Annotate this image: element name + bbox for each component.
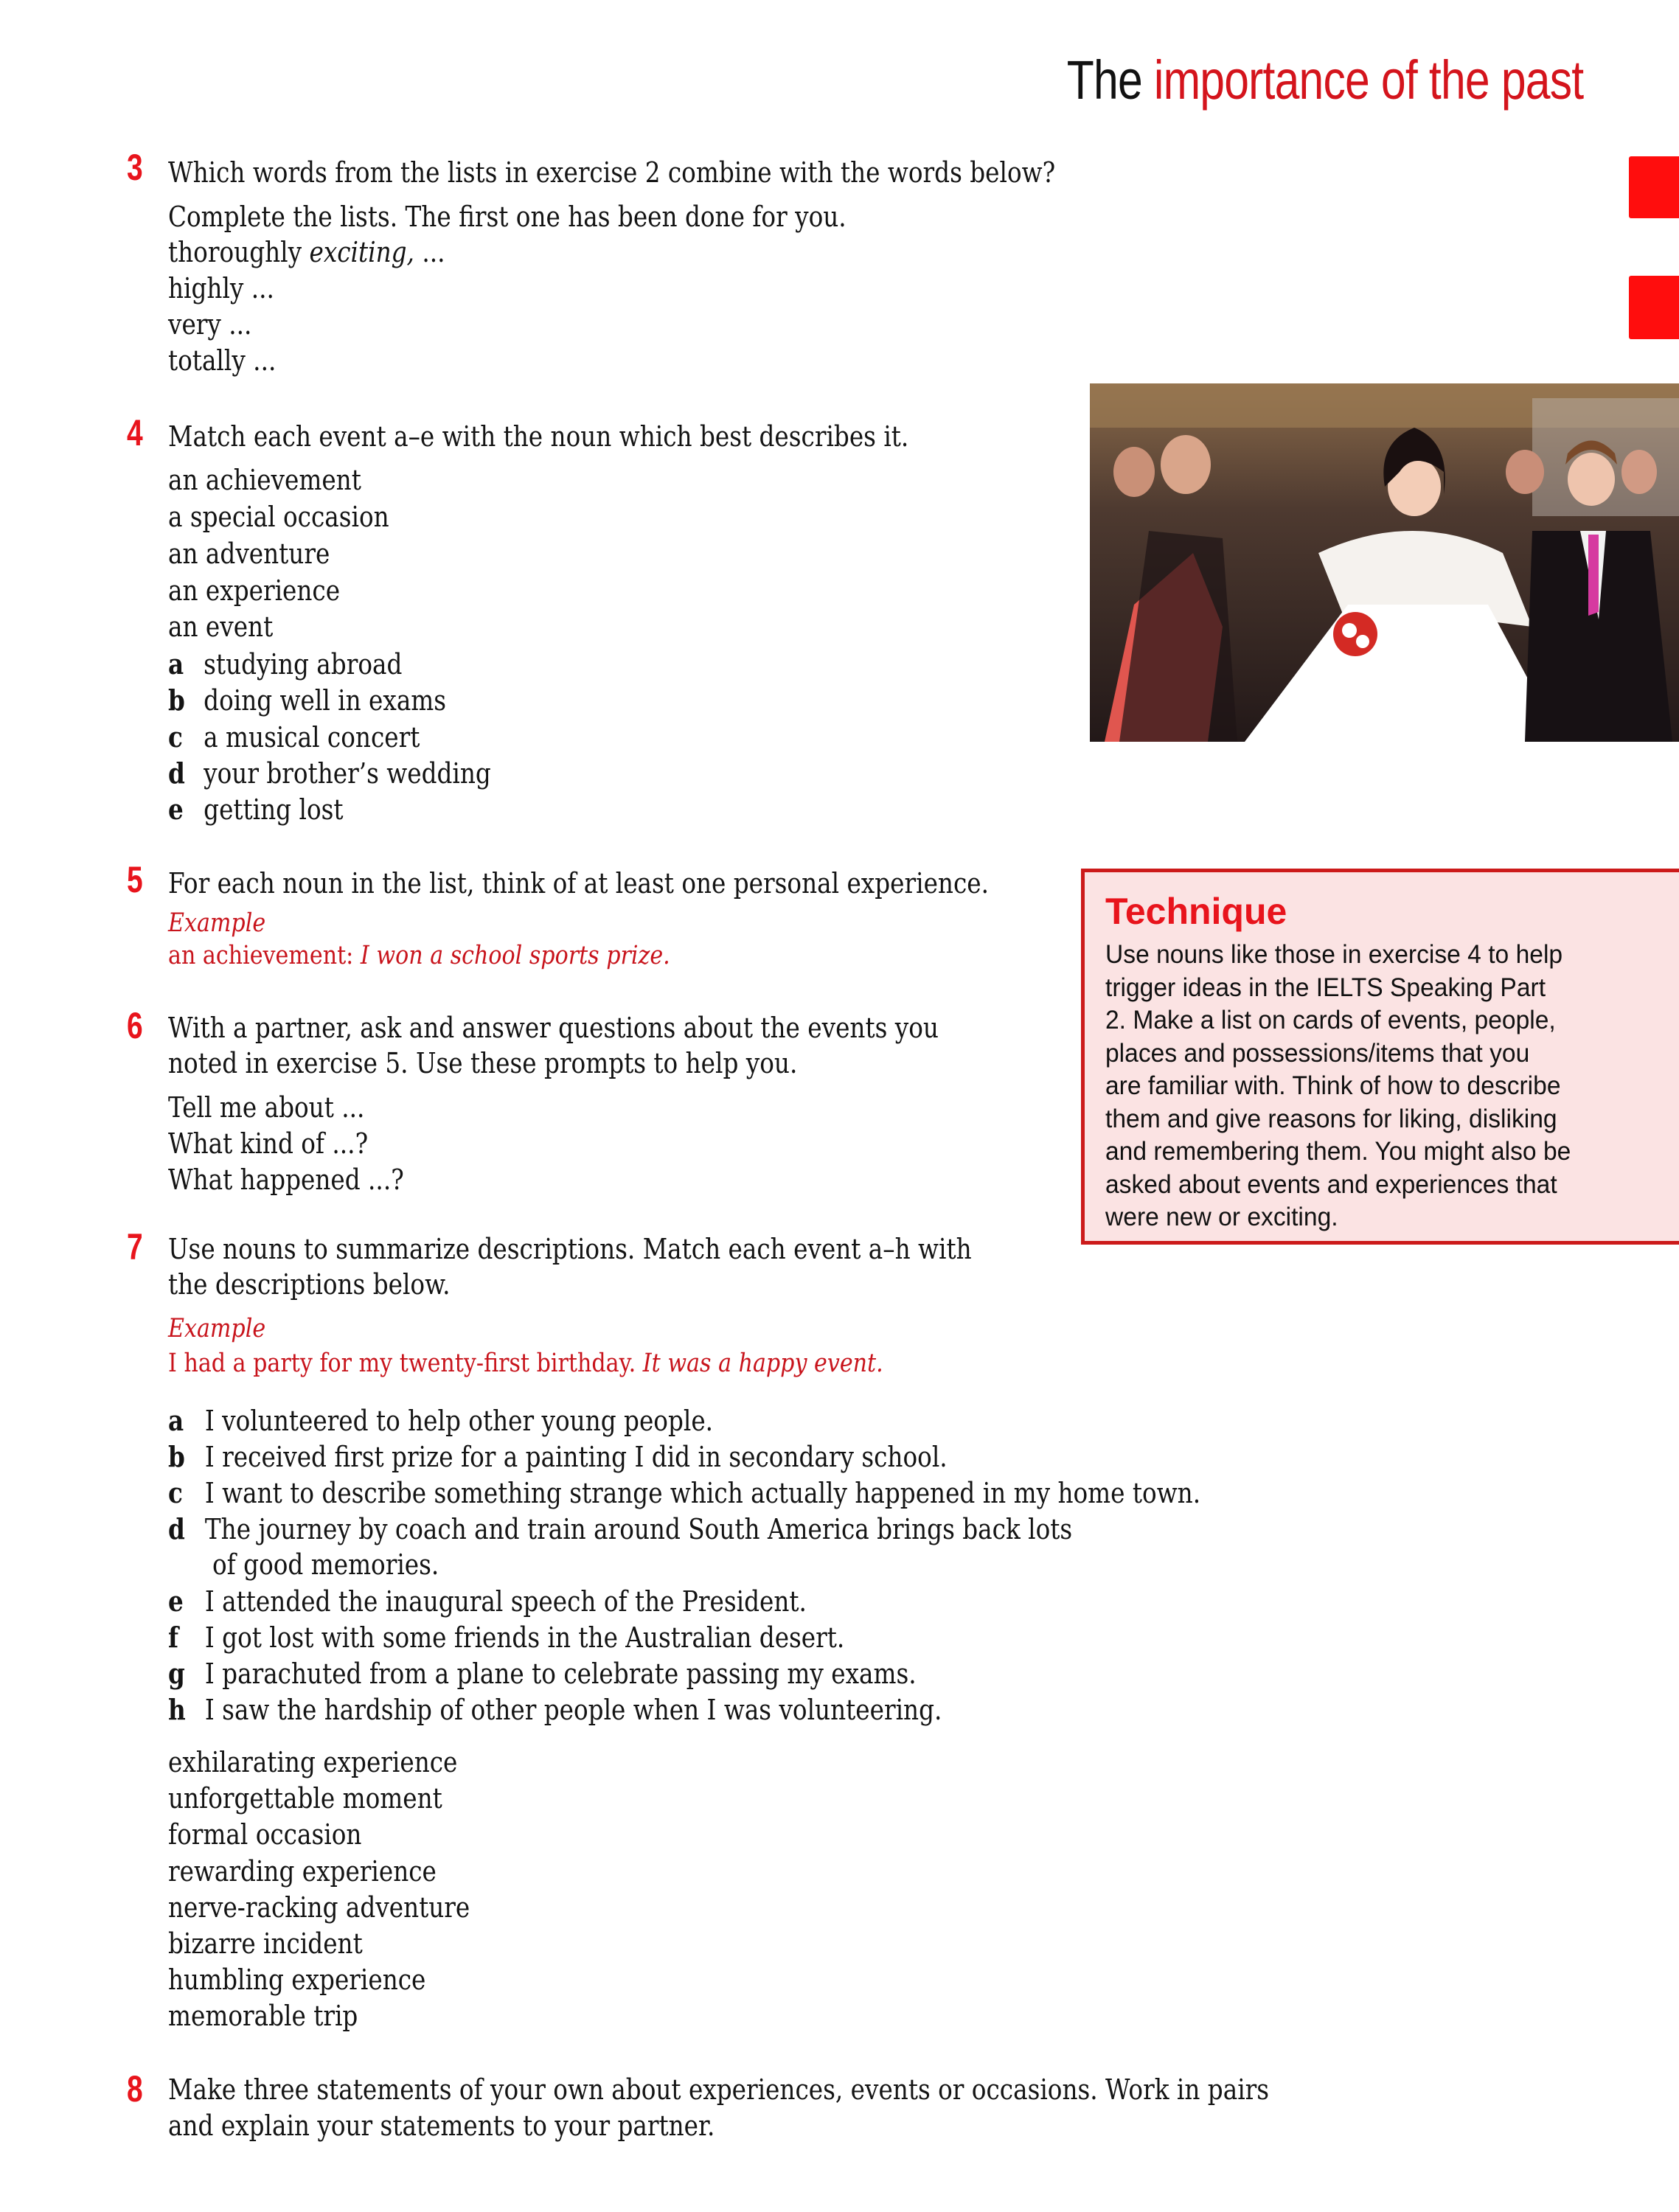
item-text: I volunteered to help other young people. xyxy=(204,1405,714,1437)
list-item: highly ... xyxy=(168,272,274,305)
exercise-instruction: Which words from the lists in exercise 2 combine with the words below? xyxy=(168,156,1056,189)
technique-line: were new or exciting. xyxy=(1105,1203,1338,1231)
noun-item: an achievement xyxy=(168,464,361,496)
event-item xyxy=(168,719,420,756)
technique-line: are familiar with. Think of how to describe xyxy=(1105,1071,1561,1100)
technique-line: and remembering them. You might also be xyxy=(1105,1137,1571,1166)
exercise-number: 4 xyxy=(127,412,143,453)
item-text: I got lost with some friends in the Australian desert. xyxy=(204,1621,845,1654)
example-text xyxy=(168,938,670,974)
prompt-item: Tell me about ... xyxy=(168,1091,365,1124)
item-letter: d xyxy=(168,757,185,790)
technique-body xyxy=(1105,939,1650,1234)
item-text: I received first prize for a painting I did in secondary school. xyxy=(204,1441,948,1473)
item-text: getting lost xyxy=(204,793,344,826)
item-text: I saw the hardship of other people when I was volunteering. xyxy=(204,1694,942,1726)
page-title-prefix: The xyxy=(1066,49,1142,111)
prompt-item: What kind of ...? xyxy=(168,1127,369,1160)
event-item xyxy=(168,1511,1072,1548)
exercise-number: 5 xyxy=(127,859,143,900)
item-letter: d xyxy=(168,1512,185,1545)
item-letter: c xyxy=(168,720,183,754)
item-text: I parachuted from a plane to celebrate passing my exams. xyxy=(204,1658,917,1690)
exercise-instruction: Complete the lists. The first one has been done for you. xyxy=(168,201,847,233)
event-item xyxy=(168,791,344,828)
example-label: Example xyxy=(168,1314,266,1343)
event-item xyxy=(168,1439,948,1475)
event-item xyxy=(168,1655,917,1692)
item-text: studying abroad xyxy=(204,648,403,681)
word: thoroughly xyxy=(168,236,302,268)
list-item xyxy=(168,234,445,271)
description-item: rewarding experience xyxy=(168,1855,437,1888)
event-item xyxy=(168,755,491,792)
item-letter: a xyxy=(168,1404,184,1437)
event-item xyxy=(168,1619,844,1656)
technique-line: places and possessions/items that you xyxy=(1105,1038,1530,1068)
item-letter: f xyxy=(168,1621,179,1654)
example-prefix: an achievement: xyxy=(168,941,354,970)
technique-box xyxy=(1081,869,1679,1245)
example-prefix: I had a party for my twenty-first birthday. xyxy=(168,1349,636,1378)
side-tab-marker xyxy=(1629,276,1679,339)
example-word: exciting, xyxy=(309,236,414,268)
technique-line: them and give reasons for liking, disliking xyxy=(1105,1104,1557,1133)
exercise-instruction: Use nouns to summarize descriptions. Match each event a–h with xyxy=(168,1233,972,1265)
exercise-instruction: For each noun in the list, think of at least one personal experience. xyxy=(168,867,989,900)
item-text: I want to describe something strange which actually happened in my home town. xyxy=(204,1477,1201,1509)
exercise-instruction: noted in exercise 5. Use these prompts to help you. xyxy=(168,1047,798,1079)
description-item: formal occasion xyxy=(168,1818,362,1851)
description-item: unforgettable moment xyxy=(168,1782,442,1815)
event-item xyxy=(168,646,402,683)
item-text: doing well in exams xyxy=(204,684,447,717)
exercise-number: 8 xyxy=(127,2068,143,2110)
description-item: humbling experience xyxy=(168,1964,426,1996)
item-letter: b xyxy=(168,1440,185,1473)
item-letter: h xyxy=(168,1693,186,1726)
item-letter: a xyxy=(168,647,184,681)
event-item xyxy=(168,1475,1200,1512)
noun-item: an adventure xyxy=(168,538,330,570)
example-text xyxy=(168,1346,883,1382)
item-text: I attended the inaugural speech of the President. xyxy=(204,1585,807,1618)
item-letter: e xyxy=(168,793,184,826)
item-letter: b xyxy=(168,684,185,717)
example-label: Example xyxy=(168,908,266,938)
event-item xyxy=(168,1402,713,1439)
description-item: bizarre incident xyxy=(168,1927,363,1960)
description-item: exhilarating experience xyxy=(168,1746,458,1778)
noun-item: an event xyxy=(168,611,274,643)
item-text: The journey by coach and train around South America brings back lots xyxy=(204,1513,1073,1545)
exercise-instruction: Make three statements of your own about experiences, events or occasions. Work in pairs xyxy=(168,2073,1270,2106)
page-title xyxy=(1066,49,1583,111)
list-item: very ... xyxy=(168,308,252,341)
item-letter: c xyxy=(168,1476,183,1509)
list-item: totally ... xyxy=(168,344,277,377)
description-item: memorable trip xyxy=(168,2000,358,2032)
example-answer: I won a school sports prize. xyxy=(360,941,670,970)
event-item-continuation: of good memories. xyxy=(212,1548,439,1581)
technique-line: 2. Make a list on cards of events, people, xyxy=(1105,1006,1556,1034)
exercise-instruction: With a partner, ask and answer questions about the events you xyxy=(168,1012,939,1044)
exercise-instruction: and explain your statements to your partner. xyxy=(168,2110,715,2142)
exercise-number: 3 xyxy=(127,147,143,188)
event-item xyxy=(168,1691,942,1728)
event-item xyxy=(168,682,446,719)
technique-line: asked about events and experiences that xyxy=(1105,1169,1557,1199)
wedding-photo xyxy=(1090,383,1679,742)
item-text: your brother’s wedding xyxy=(204,757,491,790)
exercise-instruction: Match each event a–e with the noun which best describes it. xyxy=(168,420,909,453)
description-item: nerve-racking adventure xyxy=(168,1891,470,1924)
prompt-item: What happened ...? xyxy=(168,1164,404,1196)
exercise-number: 6 xyxy=(127,1005,143,1046)
event-item xyxy=(168,1583,807,1620)
side-tab-marker xyxy=(1629,156,1679,218)
technique-title: Technique xyxy=(1105,891,1287,932)
example-answer: It was a happy event. xyxy=(642,1349,883,1378)
noun-item: an experience xyxy=(168,574,341,607)
noun-item: a special occasion xyxy=(168,501,389,533)
technique-line: Use nouns like those in exercise 4 to help xyxy=(1105,940,1563,969)
technique-line: trigger ideas in the IELTS Speaking Part xyxy=(1105,973,1546,1002)
item-letter: e xyxy=(168,1585,184,1618)
exercise-instruction: the descriptions below. xyxy=(168,1268,451,1301)
item-text: a musical concert xyxy=(204,721,420,754)
item-letter: g xyxy=(168,1657,185,1690)
wedding-photo-illustration xyxy=(1090,383,1679,742)
exercise-number: 7 xyxy=(127,1226,143,1267)
page-title-accent: importance of the past xyxy=(1153,49,1583,111)
ellipsis: ... xyxy=(414,236,445,268)
